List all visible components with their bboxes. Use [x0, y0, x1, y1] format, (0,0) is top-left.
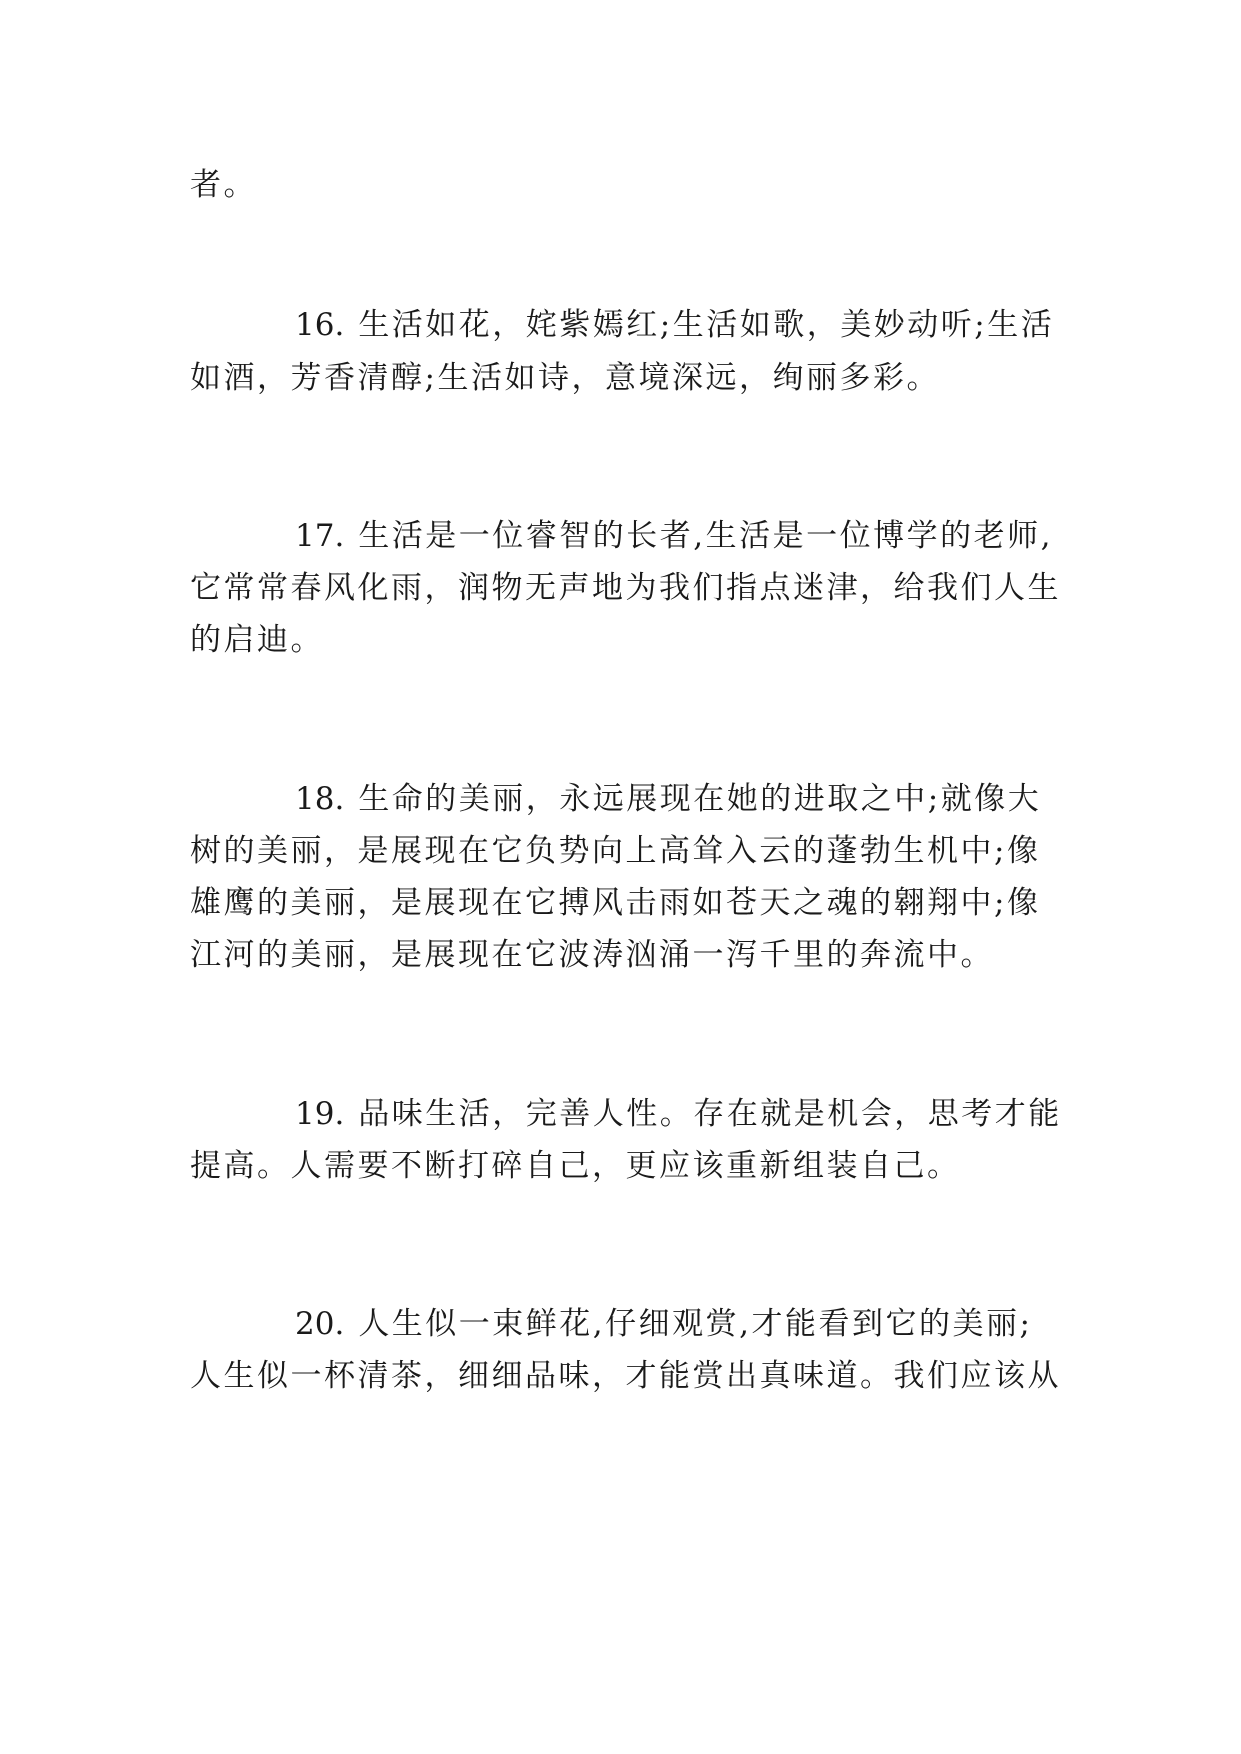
paragraph-18-line-2: [190, 831, 1060, 871]
paragraph-17-line-3: [190, 620, 1060, 660]
text-line: 者。: [190, 167, 257, 203]
paragraph-number: 16.: [295, 307, 345, 343]
paragraph-16-line-1: [295, 305, 1060, 345]
paragraph-number: 20.: [295, 1306, 345, 1342]
paragraph-18-line-4: [190, 935, 1060, 975]
paragraph-number: 19.: [295, 1096, 345, 1132]
text-line: 生活如花，姹紫嫣红;生活如歌，美妙动听;生活: [358, 307, 1055, 343]
text-line: 提高。人需要不断打碎自己，更应该重新组装自己。: [190, 1148, 961, 1184]
paragraph-18-line-3: [190, 883, 1060, 923]
text-line: 生命的美丽，永远展现在她的进取之中;就像大: [358, 781, 1042, 817]
text-line: 如酒，芳香清醇;生活如诗，意境深远，绚丽多彩。: [190, 360, 940, 396]
text-line: 江河的美丽，是展现在它波涛汹涌一泻千里的奔流中。: [190, 937, 994, 973]
text-line: 雄鹰的美丽，是展现在它搏风击雨如苍天之魂的翱翔中;像: [190, 885, 1041, 921]
text-line: 它常常春风化雨，润物无声地为我们指点迷津，给我们人生: [190, 570, 1061, 606]
text-line: 的启迪。: [190, 622, 324, 658]
paragraph-continuation: [190, 165, 1060, 205]
text-line: 品味生活，完善人性。存在就是机会，思考才能: [358, 1096, 1062, 1132]
text-line: 树的美丽，是展现在它负势向上高耸入云的蓬勃生机中;像: [190, 833, 1041, 869]
text-line: 人生似一束鲜花,仔细观赏,才能看到它的美丽;: [358, 1306, 1033, 1342]
paragraph-19-line-1: [295, 1094, 1060, 1134]
text-line: 生活是一位睿智的长者,生活是一位博学的老师,: [358, 518, 1054, 554]
paragraph-17-line-2: [190, 568, 1060, 608]
paragraph-20-line-2: [190, 1356, 1060, 1396]
paragraph-number: 17.: [295, 518, 345, 554]
paragraph-number: 18.: [295, 781, 345, 817]
paragraph-16-line-2: [190, 358, 1060, 398]
paragraph-18-line-1: [295, 779, 1060, 819]
paragraph-19-line-2: [190, 1146, 1060, 1186]
paragraph-17-line-1: [295, 516, 1060, 556]
paragraph-20-line-1: [295, 1304, 1060, 1344]
text-line: 人生似一杯清茶，细细品味，才能赏出真味道。我们应该从: [190, 1358, 1061, 1394]
